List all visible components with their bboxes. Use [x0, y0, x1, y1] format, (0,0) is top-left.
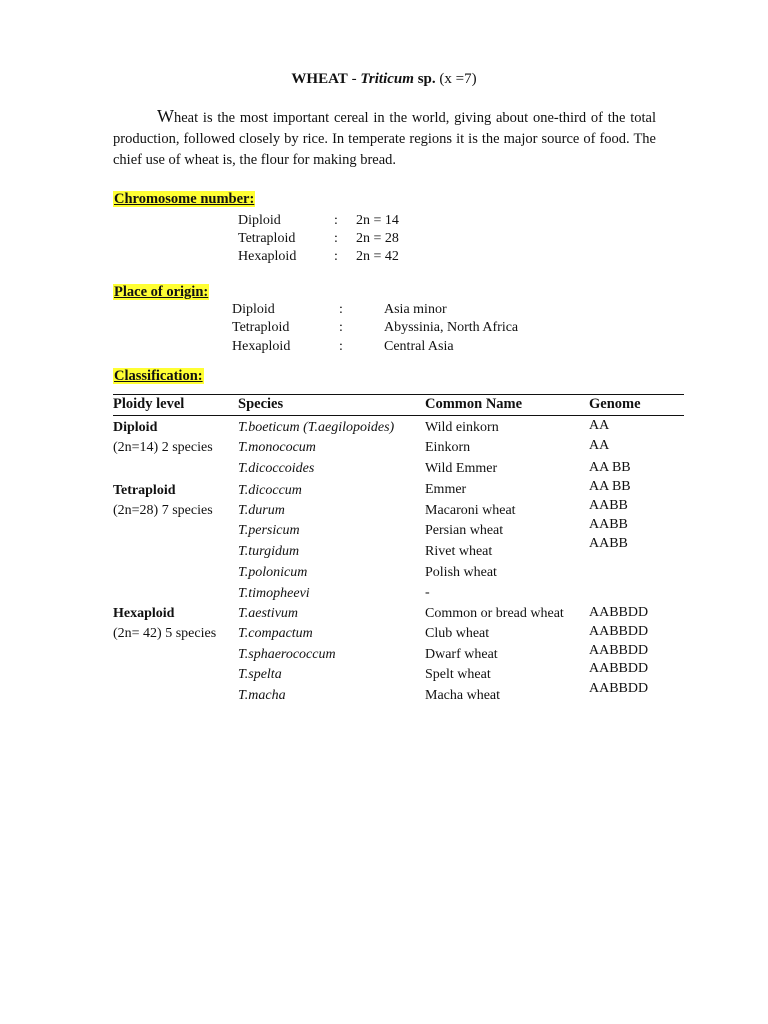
title-main: WHEAT	[291, 71, 348, 87]
species-cell: T.boeticum (T.aegilopoides)	[238, 420, 395, 435]
genome-cell: AABBDD	[589, 643, 649, 658]
genome-cell: AA BB	[589, 479, 631, 494]
species-cell: T.monococum	[238, 440, 316, 455]
chromosome-separator: :	[334, 249, 338, 264]
common-name-cell: Club wheat	[425, 626, 490, 641]
common-name-cell: Dwarf wheat	[425, 647, 498, 662]
chromosome-heading-label: Chromosome number:	[114, 191, 255, 207]
genome-cell: AA BB	[589, 460, 631, 475]
origin-level: Hexaploid	[232, 339, 291, 354]
genome-cell: AABB	[589, 517, 628, 532]
genome-cell: AA	[589, 438, 610, 453]
genome-cell: AABBDD	[589, 681, 649, 696]
species-cell: T.dicoccum	[238, 483, 302, 498]
intro-drop-letter: W	[157, 106, 174, 126]
column-header-common-name: Common Name	[425, 396, 523, 412]
species-cell: T.macha	[238, 688, 286, 703]
common-name-cell: Persian wheat	[425, 523, 504, 538]
species-cell: T.turgidum	[238, 544, 300, 559]
common-name-cell: Rivet wheat	[425, 544, 493, 559]
genome-cell: AABBDD	[589, 661, 649, 676]
chromosome-level: Diploid	[238, 213, 281, 228]
title-separator: -	[347, 71, 361, 87]
common-name-cell: Wild Emmer	[425, 461, 498, 476]
origin-heading-label: Place of origin:	[114, 284, 209, 300]
genome-cell: AA	[589, 418, 610, 433]
common-name-cell: Wild einkorn	[425, 420, 499, 435]
common-name-cell: Polish wheat	[425, 565, 497, 580]
species-cell: T.compactum	[238, 626, 313, 641]
column-header-species: Species	[238, 396, 284, 412]
common-name-cell: Einkorn	[425, 440, 471, 455]
common-name-cell: Macha wheat	[425, 688, 501, 703]
common-name-cell: Spelt wheat	[425, 667, 491, 682]
species-cell: T.dicoccoides	[238, 461, 315, 476]
origin-separator: :	[339, 302, 343, 317]
column-header-genome: Genome	[589, 396, 641, 412]
ploidy-group-desc: (2n=28) 7 species	[113, 503, 213, 518]
chromosome-heading	[113, 191, 255, 208]
species-cell: T.persicum	[238, 523, 300, 538]
ploidy-group-desc: (2n= 42) 5 species	[113, 626, 217, 641]
origin-value: Central Asia	[384, 339, 454, 354]
ploidy-group-desc: (2n=14) 2 species	[113, 440, 213, 455]
chromosome-value: 2n = 28	[356, 231, 399, 246]
title-sp: sp.	[413, 71, 436, 87]
chromosome-level: Hexaploid	[238, 249, 297, 264]
origin-separator: :	[339, 339, 343, 354]
species-cell: T.polonicum	[238, 565, 308, 580]
intro-text: heat is the most important cereal in the world, giving about one-third of the total production, followed closely by rice. In temperate regions it is the major source of food. The chief use of wheat is, the flour for making bread.	[113, 110, 656, 168]
chromosome-separator: :	[334, 213, 338, 228]
chromosome-value: 2n = 42	[356, 249, 399, 264]
species-cell: T.aestivum	[238, 606, 299, 621]
ploidy-group-name: Diploid	[113, 420, 158, 435]
column-header-ploidy: Ploidy level	[113, 396, 185, 412]
ploidy-group-name: Tetraploid	[113, 483, 176, 498]
classification-heading-label: Classification:	[114, 368, 203, 384]
title-chromosome-base: (x =7)	[439, 71, 477, 87]
species-cell: T.durum	[238, 503, 285, 518]
origin-heading	[113, 284, 209, 301]
common-name-cell: Emmer	[425, 482, 467, 497]
origin-value: Abyssinia, North Africa	[384, 320, 519, 335]
genome-cell: AABBDD	[589, 624, 649, 639]
genome-cell: AABB	[589, 498, 628, 513]
origin-separator: :	[339, 320, 343, 335]
intro-paragraph	[113, 106, 656, 171]
common-name-cell: Common or bread wheat	[425, 606, 564, 621]
species-cell: T.timopheevi	[238, 586, 310, 601]
chromosome-separator: :	[334, 231, 338, 246]
ploidy-group-name: Hexaploid	[113, 606, 175, 621]
origin-value: Asia minor	[384, 302, 447, 317]
common-name-cell: -	[425, 585, 430, 600]
genome-cell: AABB	[589, 536, 628, 551]
classification-heading	[113, 368, 204, 385]
origin-level: Tetraploid	[232, 320, 290, 335]
genome-cell: AABBDD	[589, 605, 649, 620]
species-cell: T.sphaerococcum	[238, 647, 336, 662]
table-header-rule	[113, 415, 684, 416]
common-name-cell: Macaroni wheat	[425, 503, 516, 518]
table-top-rule	[113, 394, 684, 395]
page-title	[0, 71, 768, 88]
chromosome-value: 2n = 14	[356, 213, 399, 228]
origin-level: Diploid	[232, 302, 275, 317]
title-genus: Triticum	[360, 71, 414, 87]
chromosome-level: Tetraploid	[238, 231, 296, 246]
species-cell: T.spelta	[238, 667, 282, 682]
